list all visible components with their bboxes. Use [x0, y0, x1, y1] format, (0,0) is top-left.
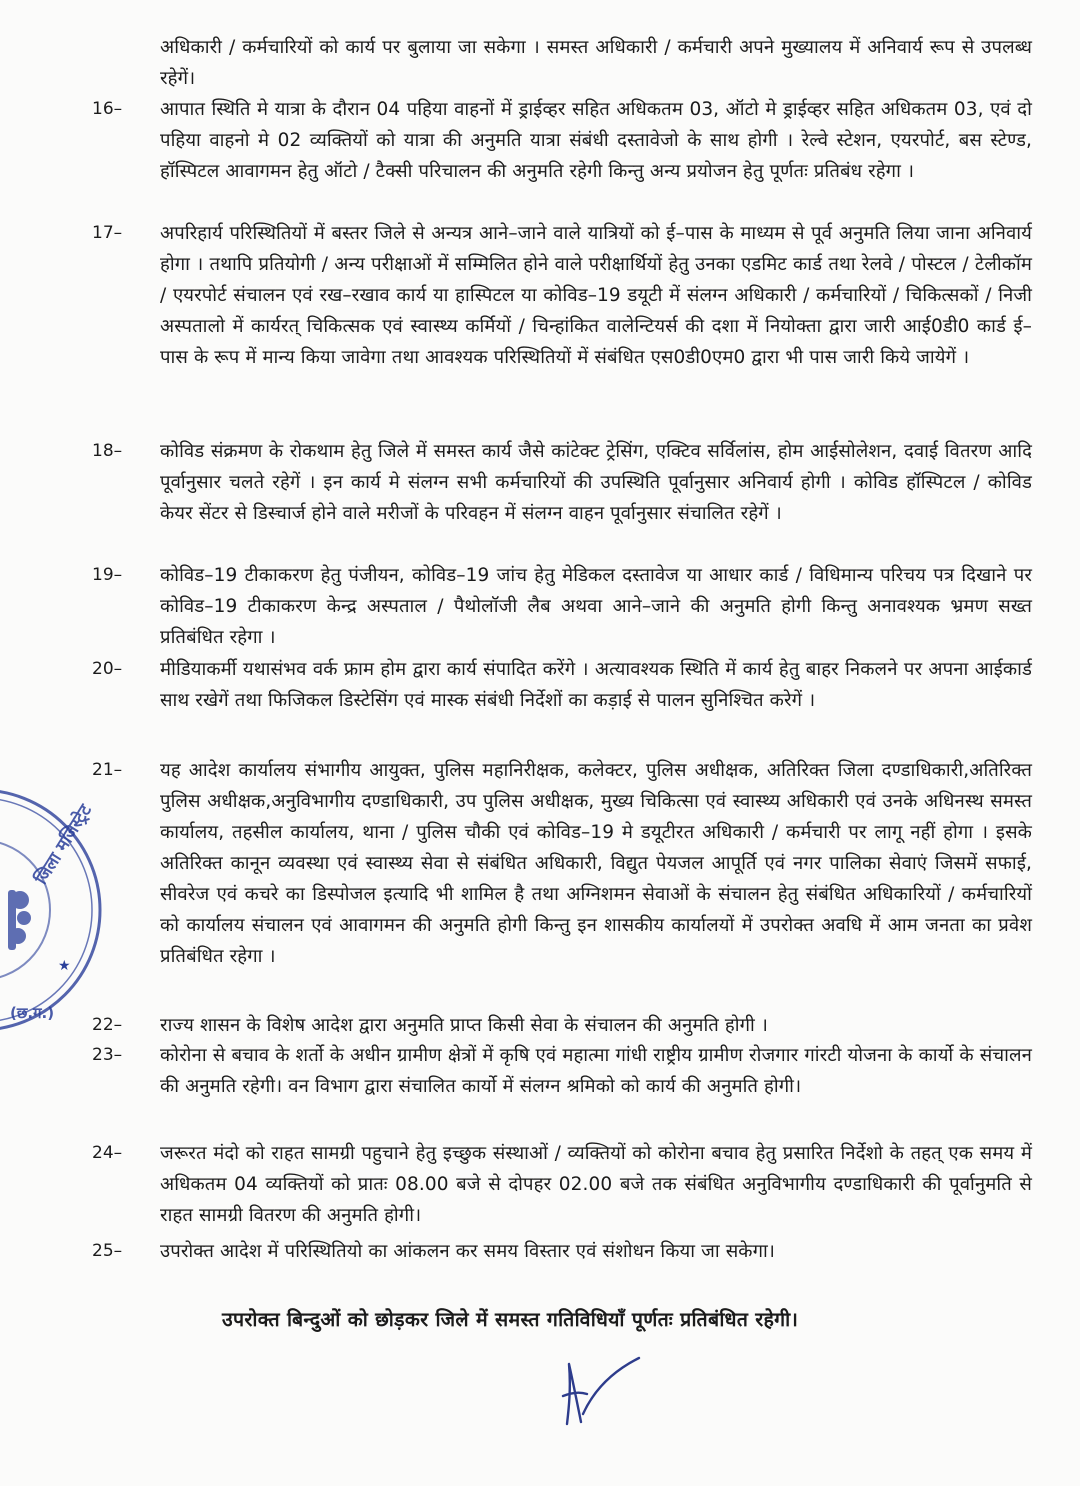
item-text: मीडियाकर्मी यथासंभव वर्क फ्राम होम द्वारा कार्य संपादित करेंगे । अत्यावश्यक स्थिति में कार्य हेतु बाहर निकलने पर अपना आईकार्ड साथ रखेगें तथा फिजिकल डिस्टेसिंग एवं मास्क संबंधी निर्देशों का कड़ाई से पालन सुनिश्चित करेगें ।	[160, 659, 1032, 711]
item-text: अपरिहार्य परिस्थितियों में बस्तर जिले से अन्यत्र आने–जाने वाले यात्रियों को ई–पास के माध्यम से पूर्व अनुमति लिया जाना अनिवार्य होगा । तथापि प्रतियोगी / अन्य परीक्षाओं में सम्मिलित होने वाले परीक्षार्थियों हेतु उनका एडमिट कार्ड तथा रेलवे / पोस्टल / टेलीकॉम / एयरपोर्ट संचालन एवं रख–रखाव कार्य या हास्पिटल या कोविड–19 डयूटी में संलग्न अधिकारी / कर्मचारियों / चिकित्सकों / निजी अस्पतालो में कार्यरत् चिकित्सक एवं स्वास्थ्य कर्मियों / चिन्हांकित वालेन्टियर्स की दशा में नियोक्ता द्वारा जारी आई0डी0 कार्ड ई–पास के रूप में मान्य किया जावेगा तथा आवश्यक परिस्थितियों में संबंधित एस0डी0एम0 द्वारा भी पास जारी किये जायेगें ।	[160, 223, 1032, 368]
item-number: 20–	[92, 659, 123, 679]
item-number: 22–	[92, 1015, 123, 1035]
item-text: कोविड संक्रमण के रोकथाम हेतु जिले में समस्त कार्य जैसे कांटेक्ट ट्रेसिंग, एक्टिव सर्विलांस, होम आईसोलेशन, दवाई वितरण आदि पूर्वानुसार चलते रहेगें । इन कार्य मे संलग्न सभी कर्मचारियों की उपस्थिति पूर्वानुसार अनिवार्य होगी । कोविड हॉस्पिटल / कोविड केयर सेंटर से डिस्चार्ज होने वाले मरीजों के परिवहन में संलग्न वाहन पूर्वानुसार संचालित रहेगें ।	[160, 441, 1032, 524]
seal-text-bottom: (छ.ग.)	[10, 1004, 55, 1022]
item-number: 16–	[92, 99, 123, 119]
item-text: कोरोना से बचाव के शर्तो के अधीन ग्रामीण क्षेत्रों में कृषि एवं महात्मा गांधी राष्ट्रीय ग्रामीण रोजगार गांरटी योजना के कार्यो के संचालन की अनुमति रहेगी। वन विभाग द्वारा संचालित कार्यो में संलग्न श्रमिको को कार्य की अनुमति होगी।	[160, 1045, 1032, 1097]
item-text: जरूरत मंदो को राहत सामग्री पहुचाने हेतु इच्छुक संस्थाओं / व्यक्तियों को कोरोना बचाव हेतु प्रसारित निर्देशो के तहत् एक समय में अधिकतम 04 व्यक्तियों को प्रातः 08.00 बजे से दोपहर 02.00 बजे तक संबंधित अनुविभागीय दण्डाधिकारी की पूर्वानुमति से राहत सामग्री वितरण की अनुमति होगी।	[160, 1143, 1032, 1226]
item-number: 17–	[92, 223, 123, 243]
item-number: 21–	[92, 760, 123, 780]
item-number: 19–	[92, 565, 123, 585]
item-text: उपरोक्त आदेश में परिस्थितियो का आंकलन कर समय विस्तार एवं संशोधन किया जा सकेगा।	[160, 1241, 776, 1262]
signature-mark	[555, 1352, 645, 1432]
intro-paragraph: अधिकारी / कर्मचारियों को कार्य पर बुलाया जा सकेगा । समस्त अधिकारी / कर्मचारी अपने मुख्यालय में अनिवार्य रूप से उपलब्ध रहेगें।	[160, 37, 1032, 89]
seal-text-top: जिला मजिस्ट्रेट	[31, 801, 96, 889]
item-number: 23–	[92, 1045, 123, 1065]
item-text: कोविड–19 टीकाकरण हेतु पंजीयन, कोविड–19 जांच हेतु मेडिकल दस्तावेज या आधार कार्ड / विधिमान्य परिचय पत्र दिखाने पर कोविड–19 टीकाकरण केन्द्र अस्पताल / पैथोलॉजी लैब अथवा आने–जाने की अनुमति होगी किन्तु अनावश्यक भ्रमण सख्त प्रतिबंधित रहेगा ।	[160, 565, 1032, 648]
item-number: 24–	[92, 1143, 123, 1163]
official-seal	[0, 790, 110, 1040]
closing-statement: उपरोक्त बिन्दुओं को छोड़कर जिले में समस्त गतिविधियाँ पूर्णतः प्रतिबंधित रहेगी।	[222, 1308, 799, 1331]
item-text: आपात स्थिति मे यात्रा के दौरान 04 पहिया वाहनों में ड्राईव्हर सहित अधिकतम 03, ऑटो मे ड्राईव्हर सहित अधिकतम 03, एवं दो पहिया वाहनो मे 02 व्यक्तियों को यात्रा की अनुमति यात्रा संबंधी दस्तावेजो के साथ होगी । रेल्वे स्टेशन, एयरपोर्ट, बस स्टेण्ड, हॉस्पिटल आवागमन हेतु ऑटो / टैक्सी परिचालन की अनुमति रहेगी किन्तु अन्य प्रयोजन हेतु पूर्णतः प्रतिबंध रहेगा ।	[160, 99, 1032, 182]
item-text: राज्य शासन के विशेष आदेश द्वारा अनुमति प्राप्त किसी सेवा के संचालन की अनुमति होगी ।	[160, 1015, 769, 1036]
item-text: यह आदेश कार्यालय संभागीय आयुक्त, पुलिस महानिरीक्षक, कलेक्टर, पुलिस अधीक्षक, अतिरिक्त जिला दण्डाधिकारी,अतिरिक्त पुलिस अधीक्षक,अनुविभागीय दण्डाधिकारी, उप पुलिस अधीक्षक, मुख्य चिकित्सा एवं स्वास्थ्य अधिकारी एवं उनके अधिनस्थ समस्त कार्यालय, तहसील कार्यालय, थाना / पुलिस चौकी एवं कोविड–19 मे डयूटीरत अधिकारी / कर्मचारी पर लागू नहीं होगा । इसके अतिरिक्त कानून व्यवस्था एवं स्वास्थ्य सेवा से संबंधित अधिकारी, विद्युत पेयजल आपूर्ति एवं नगर पालिका सेवाएं जिसमें सफाई, सीवरेज एवं कचरे का डिस्पोजल इत्यादि भी शामिल है तथा अग्निशमन सेवाओं के संचालन हेतु संबंधित अधिकारियों / कर्मचारियों को कार्यालय संचालन एवं आवागमन की अनुमति होगी किन्तु इन शासकीय कार्यालयों में उपरोक्त अवधि में आम जनता का प्रवेश प्रतिबंधित रहेगा ।	[160, 760, 1032, 967]
item-number: 25–	[92, 1241, 123, 1261]
svg-text:★: ★	[58, 958, 71, 974]
item-number: 18–	[92, 441, 123, 461]
